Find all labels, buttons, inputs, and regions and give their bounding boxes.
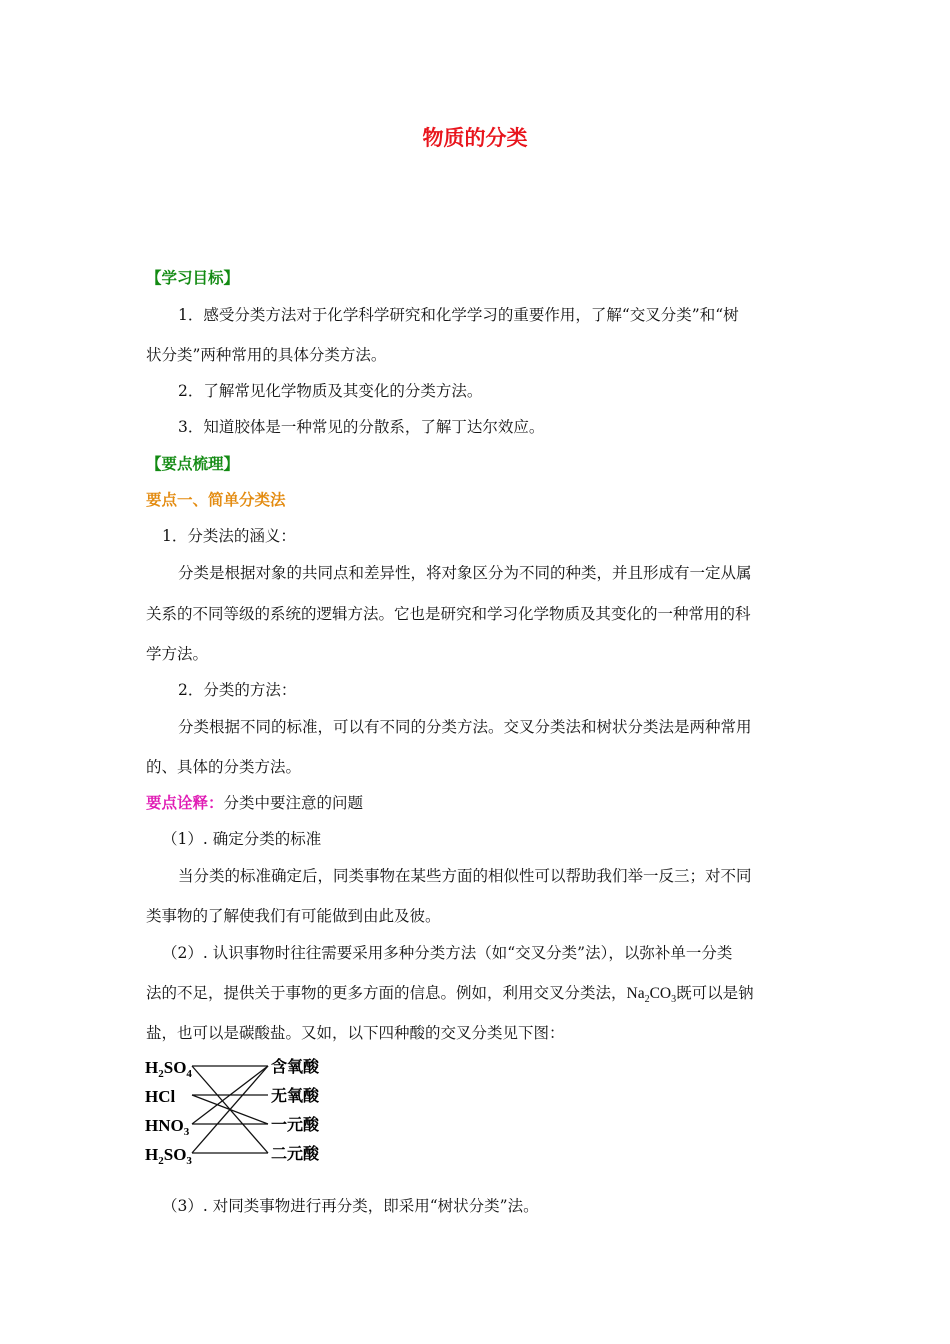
note-1-line-1: 当分类的标准确定后，同类事物在某些方面的相似性可以帮助我们举一反三；对不同 (178, 867, 752, 885)
acid-labels (145, 1058, 192, 1167)
note-3: （3）. 对同类事物进行再分类，即采用“树状分类”法。 (162, 1197, 539, 1215)
category-monobasic: 一元酸 (271, 1115, 320, 1134)
category-anoxyacid: 无氧酸 (271, 1086, 320, 1105)
meaning-line-2: 关系的不同等级的系统的逻辑方法。它也是研究和学习化学物质及其变化的一种常用的科 (146, 605, 751, 623)
goal-1-line-1: 1．感受分类方法对于化学科学研究和化学学习的重要作用，了解“交叉分类”和“树 (178, 306, 739, 324)
note-2-line-2 (146, 983, 754, 1010)
goal-3: 3．知道胶体是一种常见的分散系，了解丁达尔效应。 (178, 418, 545, 436)
category-dibasic: 二元酸 (271, 1144, 320, 1163)
acid-hno3: $HNO_3$ (145, 1116, 190, 1138)
acid-hcl: HCl (145, 1087, 176, 1106)
note-2-line-2-post: 既可以是钠 (676, 984, 754, 1002)
key-points-heading: 【要点梳理】 (146, 455, 240, 473)
page-title: 物质的分类 (422, 126, 528, 150)
na2co3-formula: $Na_2CO_3$ (626, 985, 677, 1006)
method-line-1: 分类根据不同的标准，可以有不同的分类方法。交叉分类法和树状分类法是两种常用 (178, 718, 752, 736)
meaning-line-1: 分类是根据对象的共同点和差异性，将对象区分为不同的种类，并且形成有一定从属 (178, 564, 752, 582)
category-labels (271, 1057, 320, 1163)
note-line (146, 793, 363, 813)
goal-1-line-2: 状分类”两种常用的具体分类方法。 (146, 346, 387, 364)
point-1-heading: 要点一、简单分类法 (146, 491, 286, 509)
learning-goals-heading: 【学习目标】 (146, 269, 240, 287)
connector-lines (192, 1066, 268, 1153)
method-label: 2．分类的方法： (178, 681, 297, 699)
method-line-2: 的、具体的分类方法。 (146, 758, 302, 776)
note-2-line-1: （2）. 认识事物时往往需要采用多种分类方法（如“交叉分类”法），以弥补单一分类 (162, 944, 733, 962)
note-2-line-3: 盐，也可以是碳酸盐。又如，以下四种酸的交叉分类见下图： (146, 1024, 565, 1042)
note-1-title: （1）. 确定分类的标准 (162, 830, 322, 848)
acid-h2so3: $H_2SO_3$ (145, 1145, 192, 1167)
meaning-label: 1．分类法的涵义： (162, 527, 296, 545)
category-oxyacid: 含氧酸 (271, 1057, 320, 1076)
note-text: 分类中要注意的问题 (223, 794, 364, 812)
cross-classification-diagram (140, 1052, 340, 1172)
goal-2: 2．了解常见化学物质及其变化的分类方法。 (178, 382, 483, 400)
note-2-line-2-pre: 法的不足，提供关于事物的更多方面的信息。例如，利用交叉分类法， (146, 984, 627, 1002)
acid-h2so4: $H_2SO_4$ (145, 1058, 192, 1080)
note-1-line-2: 类事物的了解使我们有可能做到由此及彼。 (146, 907, 441, 925)
note-label: 要点诠释： (146, 794, 224, 812)
meaning-line-3: 学方法。 (146, 645, 209, 663)
